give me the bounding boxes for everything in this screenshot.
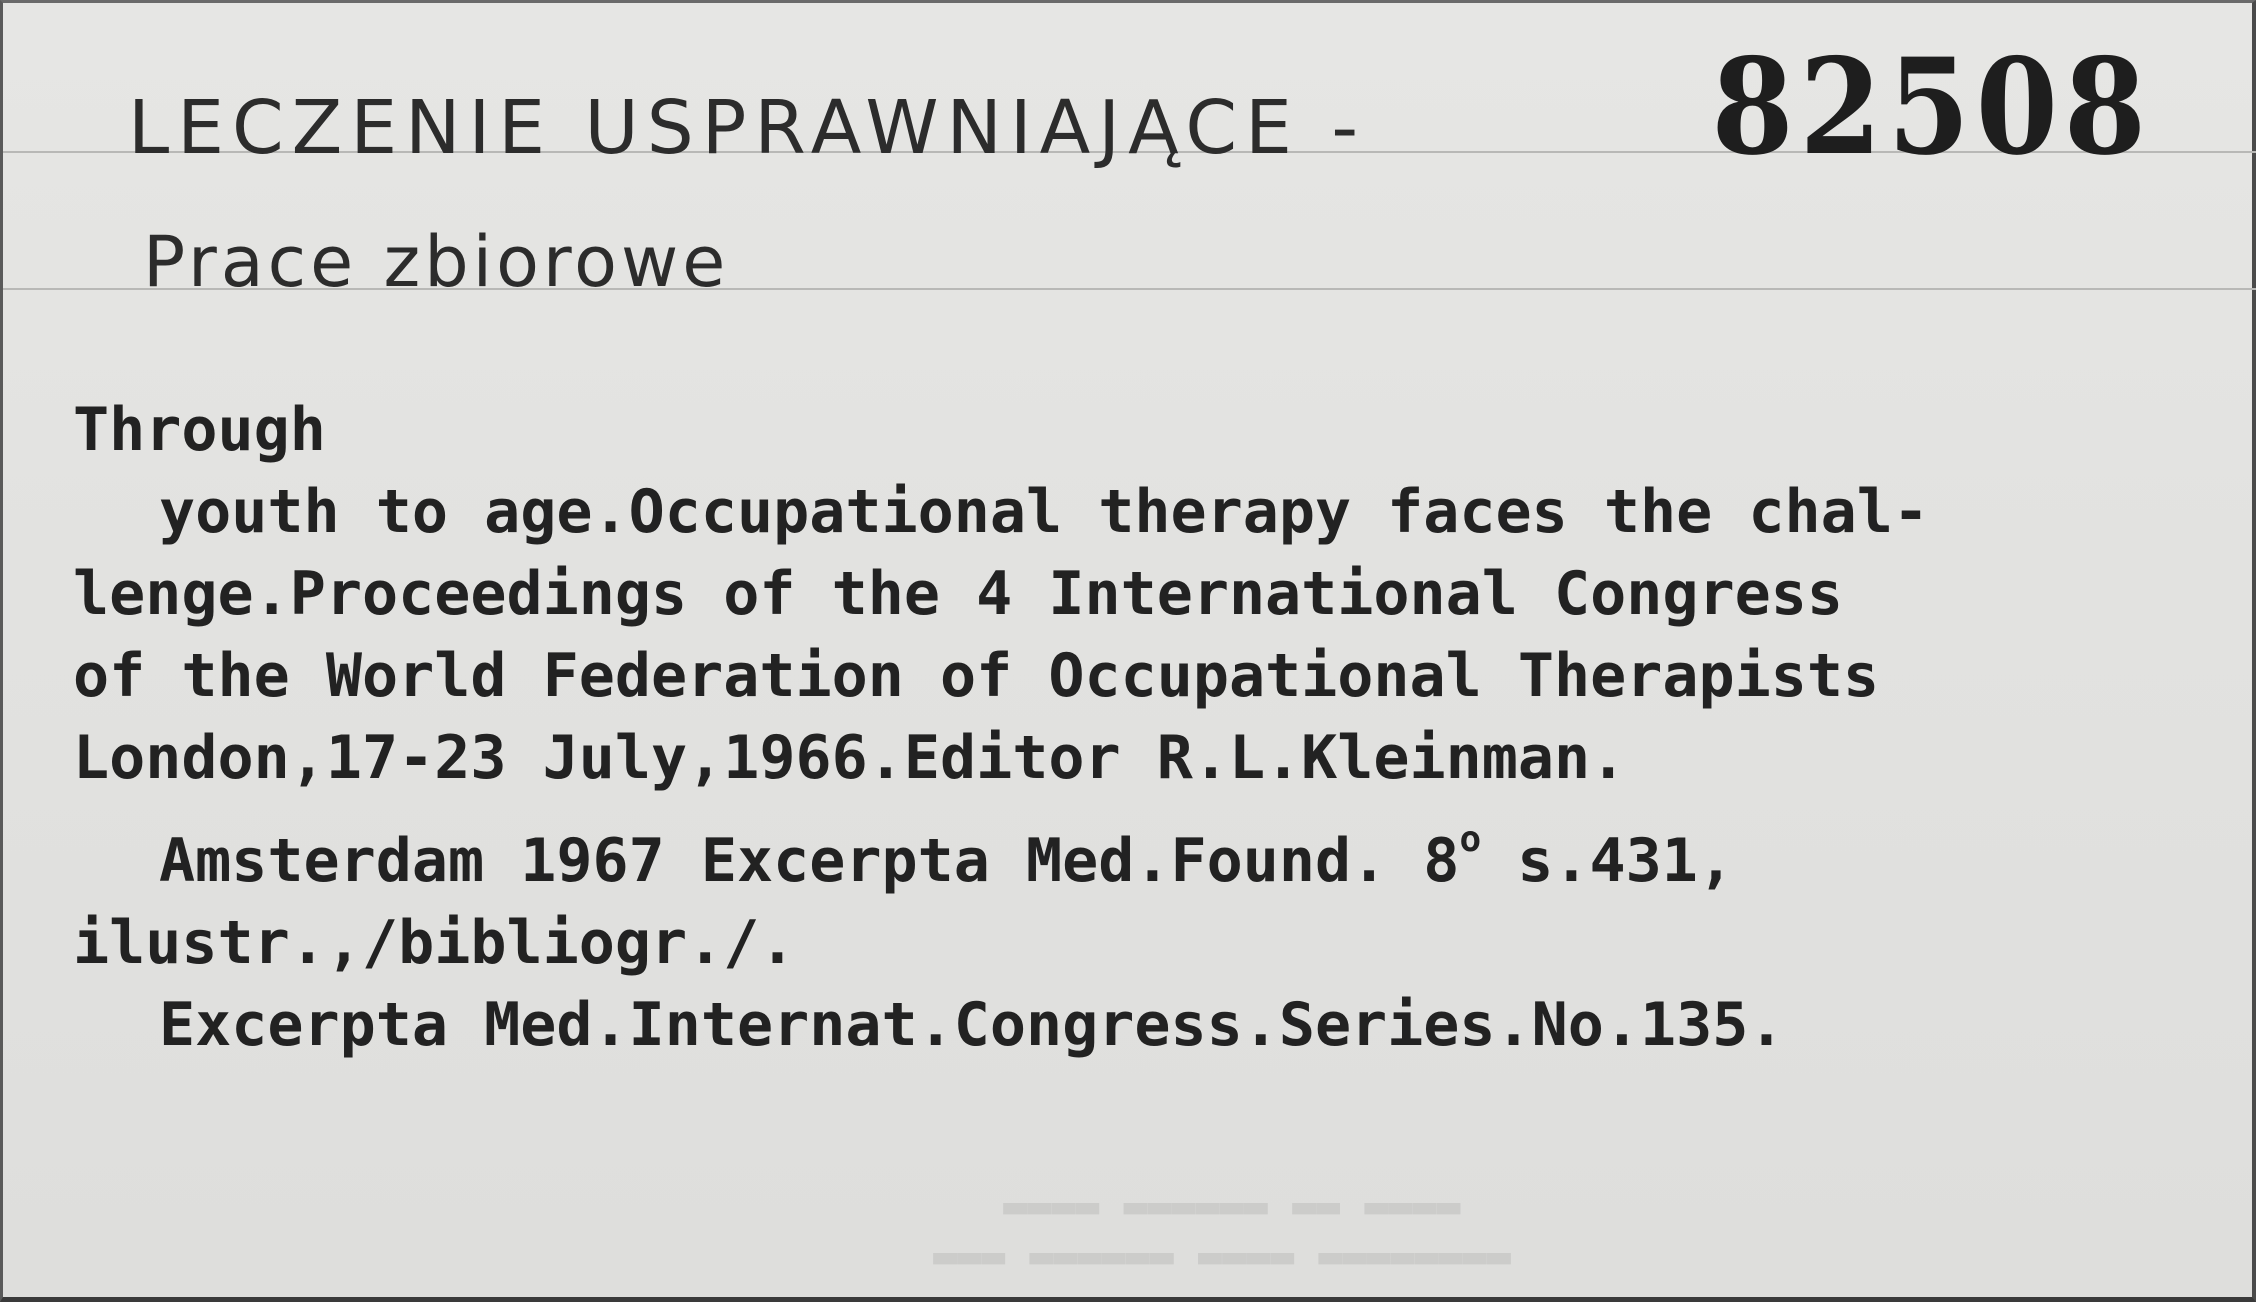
call-number: 82508 <box>1711 28 2152 185</box>
entry-line: youth to age.Occupational therapy faces the chal- <box>159 477 1930 547</box>
entry-line-imprint <box>73 799 2193 902</box>
pagination-text: s.431, <box>1481 826 1734 896</box>
subject-heading: LECZENIE USPRAWNIAJĄCE - <box>128 85 1367 171</box>
series-line: Excerpta Med.Internat.Congress.Series.No.135. <box>159 990 1785 1060</box>
format-superscript: o <box>1459 819 1482 860</box>
entry-line: lenge.Proceedings of the 4 International Congress <box>73 559 1844 629</box>
imprint-text: Amsterdam 1967 Excerpta Med.Found. 8 <box>159 826 1460 896</box>
bleed-through-text: ▬▬▬▬ ▬▬ ▬▬▬▬▬▬ ▬▬▬▬ <box>1003 1183 1461 1229</box>
entry-line: Through <box>73 395 326 465</box>
bleed-through-text: ▬▬▬▬▬▬▬▬ ▬▬▬▬ ▬▬▬▬▬▬ ▬▬▬ <box>933 1233 1511 1279</box>
bibliographic-entry <box>73 389 2193 1066</box>
entry-line: ilustr.,/bibliogr./. <box>73 908 796 978</box>
subject-subheading: Prace zbiorowe <box>143 221 730 303</box>
entry-line: London,17-23 July,1966.Editor R.L.Kleinman. <box>73 723 1627 793</box>
entry-line: of the World Federation of Occupational Therapists <box>73 641 1880 711</box>
